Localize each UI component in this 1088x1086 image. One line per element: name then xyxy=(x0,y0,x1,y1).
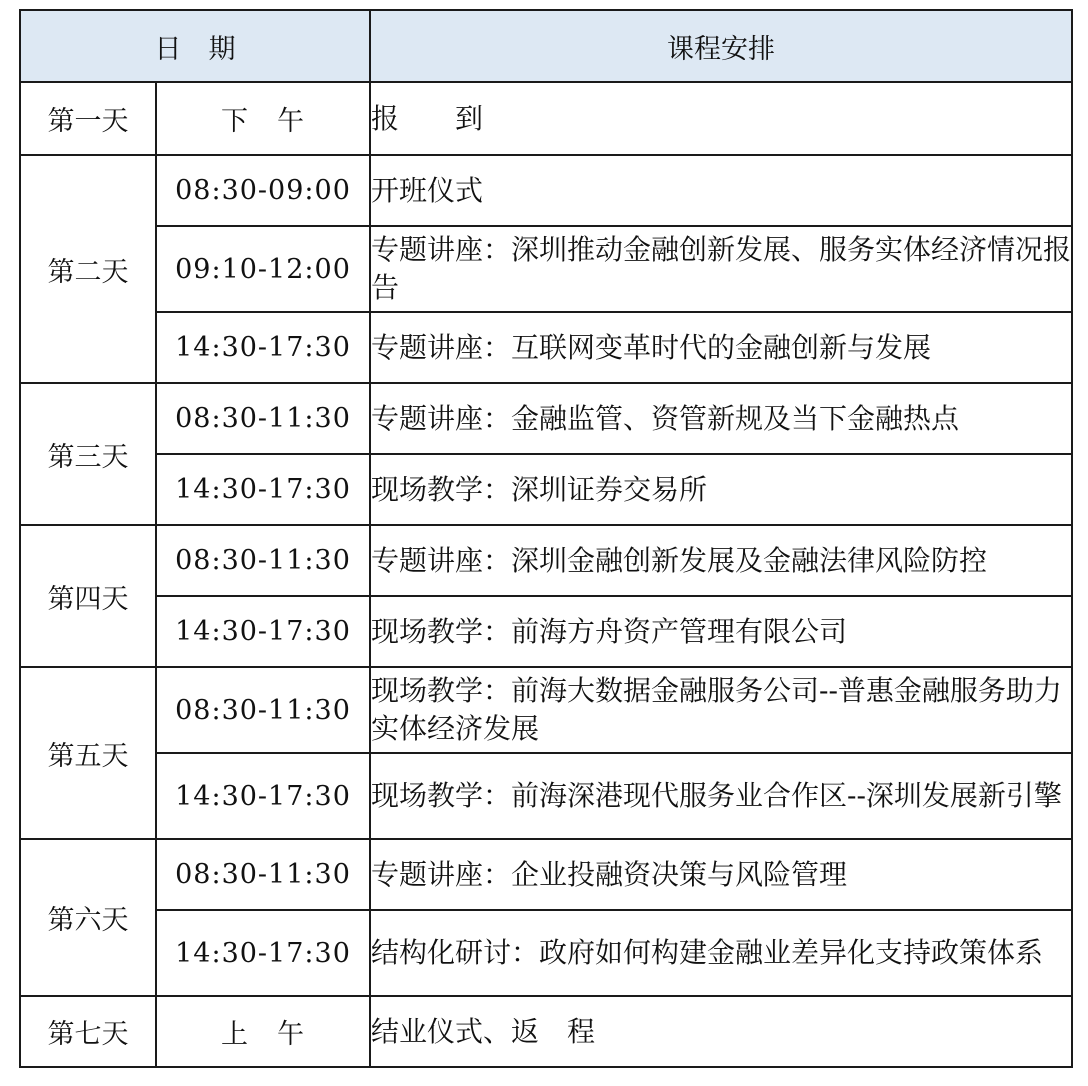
schedule-header: 课程安排 xyxy=(370,10,1072,82)
day-cell: 第四天 xyxy=(20,525,156,667)
content-cell: 现场教学：前海深港现代服务业合作区--深圳发展新引擎 xyxy=(370,753,1072,839)
time-cell: 14:30-17:30 xyxy=(156,753,370,839)
time-cell: 08:30-11:30 xyxy=(156,839,370,910)
content-cell: 专题讲座：深圳金融创新发展及金融法律风险防控 xyxy=(370,525,1072,596)
time-cell: 上 午 xyxy=(156,996,370,1067)
content-cell: 报 到 xyxy=(370,82,1072,155)
course-schedule-table xyxy=(19,9,1073,1068)
time-cell: 08:30-09:00 xyxy=(156,155,370,226)
day-cell: 第二天 xyxy=(20,155,156,383)
table-row xyxy=(20,454,1072,525)
table-row xyxy=(20,525,1072,596)
content-cell: 专题讲座：金融监管、资管新规及当下金融热点 xyxy=(370,383,1072,454)
date-header: 日 期 xyxy=(20,10,370,82)
day-cell: 第三天 xyxy=(20,383,156,525)
table-row xyxy=(20,82,1072,155)
table-row xyxy=(20,753,1072,839)
table-row xyxy=(20,155,1072,226)
table-row xyxy=(20,226,1072,312)
content-cell: 开班仪式 xyxy=(370,155,1072,226)
time-cell: 08:30-11:30 xyxy=(156,383,370,454)
table-row xyxy=(20,996,1072,1067)
content-cell: 结构化研讨：政府如何构建金融业差异化支持政策体系 xyxy=(370,910,1072,996)
day-cell: 第一天 xyxy=(20,82,156,155)
time-cell: 下 午 xyxy=(156,82,370,155)
content-cell: 现场教学：前海大数据金融服务公司--普惠金融服务助力实体经济发展 xyxy=(370,667,1072,753)
day-cell: 第五天 xyxy=(20,667,156,839)
day-cell: 第七天 xyxy=(20,996,156,1067)
content-cell: 现场教学：深圳证券交易所 xyxy=(370,454,1072,525)
time-cell: 08:30-11:30 xyxy=(156,525,370,596)
content-cell: 专题讲座：互联网变革时代的金融创新与发展 xyxy=(370,312,1072,383)
table-row xyxy=(20,383,1072,454)
time-cell: 14:30-17:30 xyxy=(156,596,370,667)
table-row xyxy=(20,312,1072,383)
content-cell: 现场教学：前海方舟资产管理有限公司 xyxy=(370,596,1072,667)
content-cell: 专题讲座：深圳推动金融创新发展、服务实体经济情况报告 xyxy=(370,226,1072,312)
day-cell: 第六天 xyxy=(20,839,156,996)
table-row xyxy=(20,839,1072,910)
table-row xyxy=(20,596,1072,667)
time-cell: 14:30-17:30 xyxy=(156,312,370,383)
time-cell: 14:30-17:30 xyxy=(156,910,370,996)
table-row xyxy=(20,910,1072,996)
time-cell: 14:30-17:30 xyxy=(156,454,370,525)
table-row xyxy=(20,667,1072,753)
content-cell: 结业仪式、返 程 xyxy=(370,996,1072,1067)
content-cell: 专题讲座：企业投融资决策与风险管理 xyxy=(370,839,1072,910)
time-cell: 09:10-12:00 xyxy=(156,226,370,312)
time-cell: 08:30-11:30 xyxy=(156,667,370,753)
table-header-row xyxy=(20,10,1072,82)
